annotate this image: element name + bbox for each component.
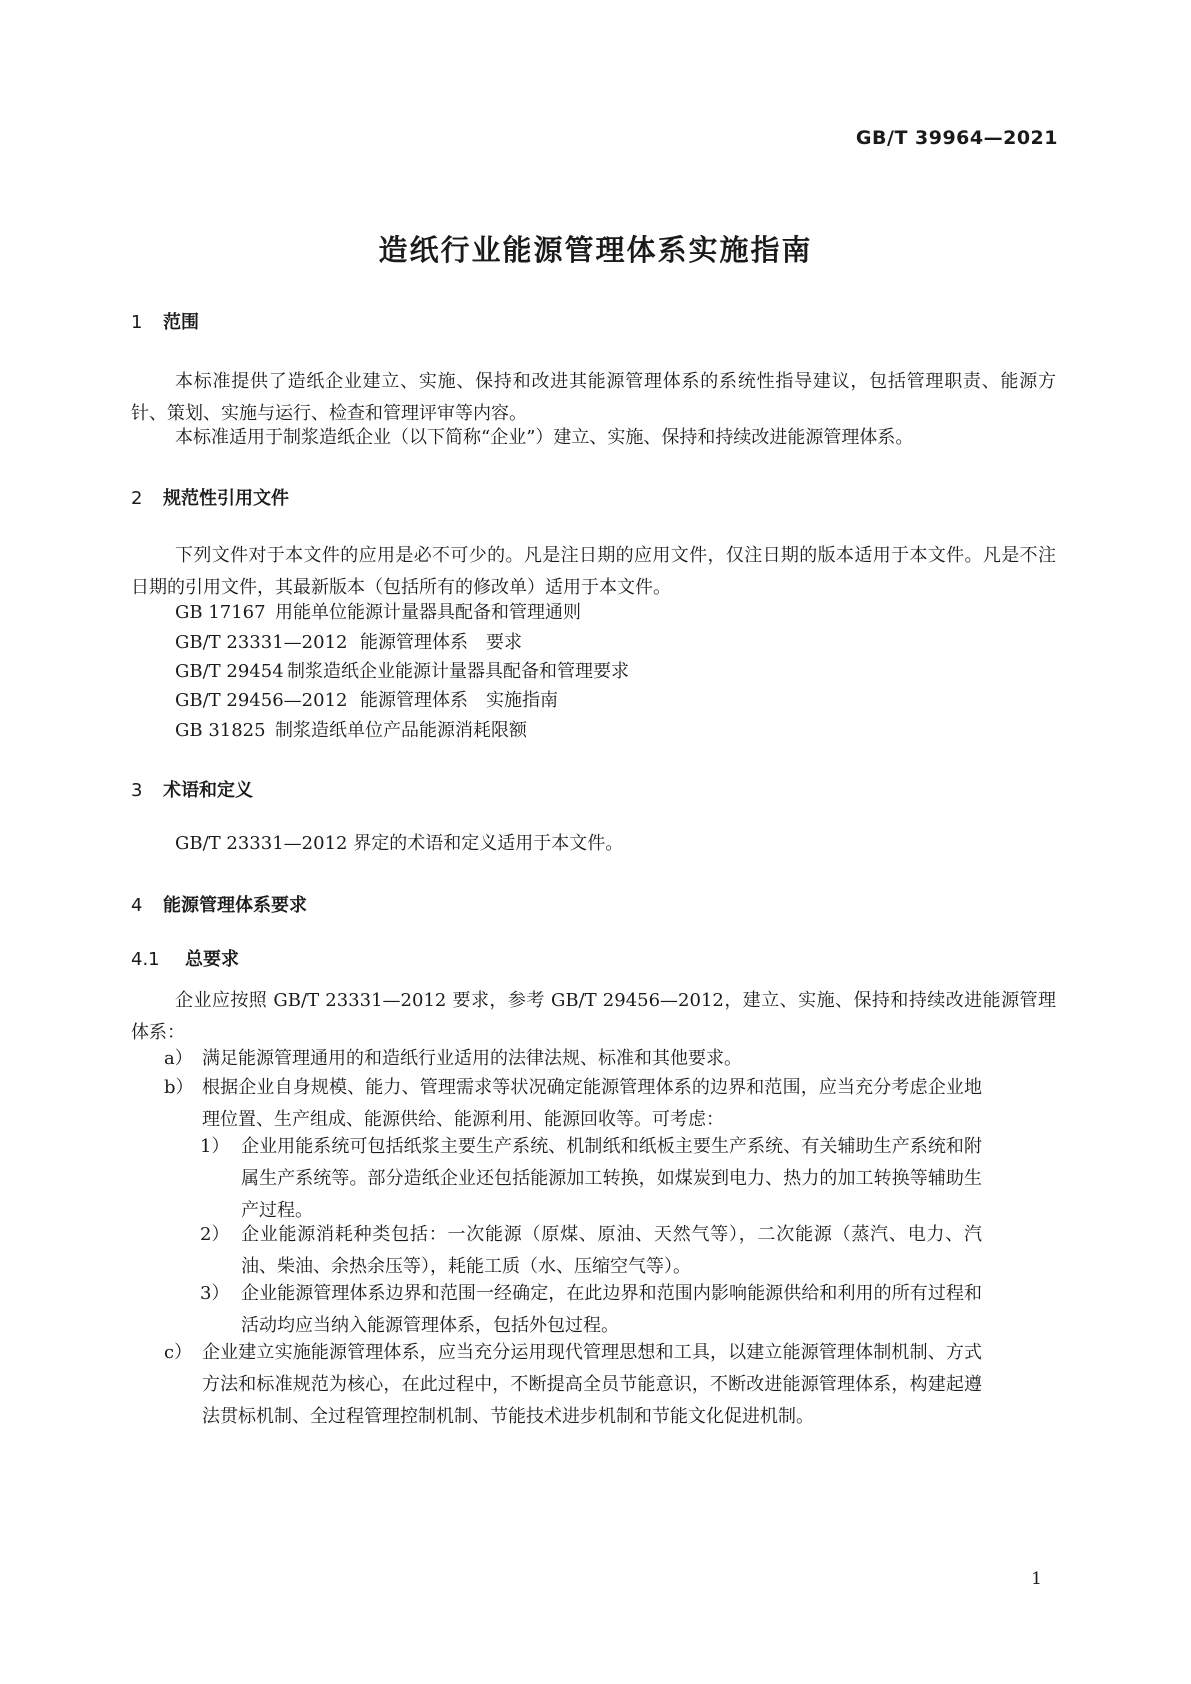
list-item-c <box>164 1337 982 1433</box>
reference-item <box>175 628 522 654</box>
subsection-4-1-heading <box>131 945 239 971</box>
reference-title: 用能单位能源计量器具配备和管理通则 <box>275 602 581 623</box>
section-1-paragraph-1: 本标准提供了造纸企业建立、实施、保持和改进其能源管理体系的系统性指导建议，包括管理职责、能源方针、策划、实施与运行、检查和管理评审等内容。 <box>131 371 1056 424</box>
subsection-title: 总要求 <box>185 949 239 970</box>
reference-title: 制浆造纸企业能源计量器具配备和管理要求 <box>287 661 629 682</box>
list-label: a） <box>164 1048 193 1069</box>
list-text: 企业用能系统可包括纸浆主要生产系统、机制纸和纸板主要生产系统、有关辅助生产系统和附属生产系统等。部分造纸企业还包括能源加工转换，如煤炭到电力、热力的加工转换等辅助生产过程。 <box>241 1136 982 1221</box>
subsection-number: 4.1 <box>131 949 160 970</box>
reference-item <box>175 598 581 624</box>
section-number: 2 <box>131 488 143 509</box>
section-3-paragraph: GB/T 23331—2012 界定的术语和定义适用于本文件。 <box>175 833 624 854</box>
reference-item <box>175 657 629 683</box>
list-text: 根据企业自身规模、能力、管理需求等状况确定能源管理体系的边界和范围，应当充分考虑企业地理位置、生产组成、能源供给、能源利用、能源回收等。可考虑： <box>202 1077 982 1130</box>
list-text: 企业建立实施能源管理体系，应当充分运用现代管理思想和工具，以建立能源管理体制机制、方式方法和标准规范为核心，在此过程中，不断提高全员节能意识，不断改进能源管理体系，构建起遵法贯标机制、全过程管理控制机制、节能技术进步机制和节能文化促进机制。 <box>202 1342 982 1427</box>
reference-code: GB/T 23331—2012 <box>175 632 348 653</box>
reference-title: 能源管理体系 要求 <box>360 632 522 653</box>
document-title: 造纸行业能源管理体系实施指南 <box>378 233 813 267</box>
list-item-b <box>164 1072 982 1136</box>
standard-number: GB/T 39964—2021 <box>855 127 1058 149</box>
reference-item <box>175 686 558 712</box>
list-subitem-3 <box>200 1278 982 1342</box>
list-label: 3） <box>200 1283 230 1304</box>
section-1-heading <box>131 308 199 334</box>
section-4-heading <box>131 891 307 917</box>
reference-code: GB/T 29454 <box>175 661 284 682</box>
list-item-a <box>164 1043 982 1075</box>
list-text: 满足能源管理通用的和造纸行业适用的法律法规、标准和其他要求。 <box>202 1048 742 1069</box>
section-title: 术语和定义 <box>163 780 253 801</box>
subsection-4-1-intro: 企业应按照 GB/T 23331—2012 要求，参考 GB/T 29456—2012，建立、实施、保持和持续改进能源管理体系： <box>131 990 1056 1043</box>
list-text: 企业能源消耗种类包括：一次能源（原煤、原油、天然气等），二次能源（蒸汽、电力、汽油、柴油、余热余压等），耗能工质（水、压缩空气等）。 <box>241 1224 982 1277</box>
list-label: 2） <box>200 1224 230 1245</box>
section-number: 3 <box>131 780 143 801</box>
page-number: 1 <box>1031 1569 1042 1589</box>
section-number: 1 <box>131 312 143 333</box>
section-title: 规范性引用文件 <box>163 488 289 509</box>
section-number: 4 <box>131 895 143 916</box>
list-label: b） <box>164 1077 194 1098</box>
section-3-heading <box>131 776 253 802</box>
reference-title: 制浆造纸单位产品能源消耗限额 <box>275 720 527 741</box>
reference-code: GB/T 29456—2012 <box>175 690 348 711</box>
section-1-paragraph-2: 本标准适用于制浆造纸企业（以下简称“企业”）建立、实施、保持和持续改进能源管理体系。 <box>175 427 914 448</box>
list-subitem-2 <box>200 1219 982 1283</box>
reference-code: GB 17167 <box>175 602 266 623</box>
section-2-heading <box>131 484 289 510</box>
reference-code: GB 31825 <box>175 720 266 741</box>
reference-item <box>175 716 527 742</box>
reference-title: 能源管理体系 实施指南 <box>360 690 558 711</box>
section-2-intro: 下列文件对于本文件的应用是必不可少的。凡是注日期的应用文件，仅注日期的版本适用于本文件。凡是不注日期的引用文件，其最新版本（包括所有的修改单）适用于本文件。 <box>131 545 1056 598</box>
list-subitem-1 <box>200 1131 982 1227</box>
section-title: 范围 <box>163 312 199 333</box>
list-text: 企业能源管理体系边界和范围一经确定，在此边界和范围内影响能源供给和利用的所有过程和活动均应当纳入能源管理体系，包括外包过程。 <box>241 1283 982 1336</box>
section-title: 能源管理体系要求 <box>163 895 307 916</box>
list-label: 1） <box>200 1136 230 1157</box>
list-label: c） <box>164 1342 193 1363</box>
